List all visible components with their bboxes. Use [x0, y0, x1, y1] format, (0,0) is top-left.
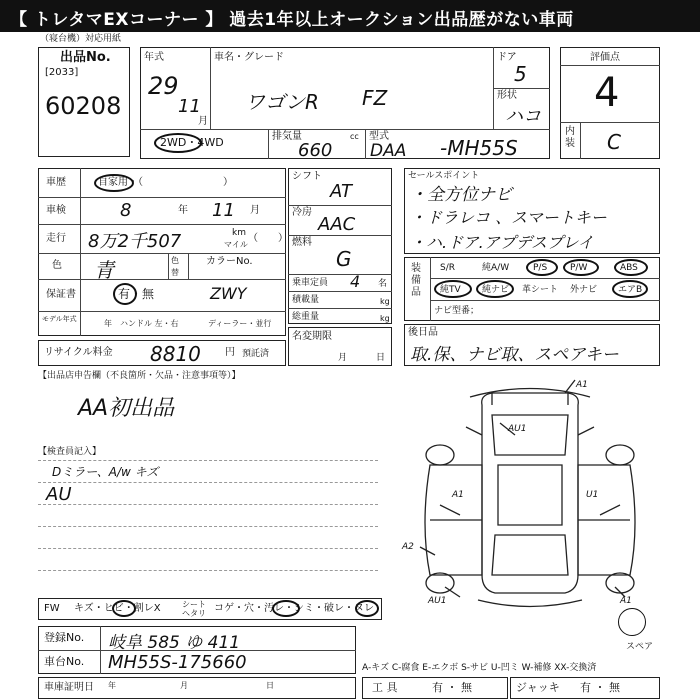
type-value: -MH55S	[440, 136, 518, 160]
lot-code: [2033]	[45, 67, 79, 78]
equip-ps: P/S	[533, 263, 548, 273]
doors-label: ドア	[497, 52, 517, 63]
sales-point-2: ・ドラレコ 、スマートキー	[410, 208, 607, 227]
displacement-label: 排気量	[272, 131, 302, 142]
equip-tv: 純TV	[440, 285, 461, 295]
shape-label: 形状	[497, 90, 517, 101]
equip-abs: ABS	[620, 263, 638, 273]
year-value: 29	[148, 72, 179, 100]
year-month: 11	[178, 96, 201, 117]
registration-label: 登録No.	[44, 631, 85, 644]
load-label: 積載量	[292, 295, 320, 305]
recycle-unit: 円	[225, 347, 235, 358]
rear-items-value: 取.保、ナビ取、スペアキー	[410, 345, 619, 365]
chassis-label: 車台No.	[44, 655, 85, 668]
change-date-label: 名変期限	[292, 331, 332, 342]
recycle-value: 8810	[150, 342, 201, 366]
handle: ハンドル 左・右	[120, 319, 179, 328]
spare-tire-icon	[618, 608, 646, 636]
fuel-label: 燃料	[292, 237, 312, 248]
diagram-mark-4: U1	[586, 490, 599, 500]
top-note: （寝台機）対応用紙	[40, 34, 122, 44]
mileage-mile: マイル	[224, 240, 248, 249]
inspector-label: 【検査員記入】	[38, 447, 102, 457]
cert-label: 車庫証明日	[44, 682, 94, 693]
model-year-unit: 年	[104, 319, 112, 328]
displacement-value: 660	[298, 140, 333, 161]
mileage-paren: （ ）	[248, 233, 288, 244]
equip-pw: P/W	[570, 263, 588, 273]
doors-value: 5	[514, 62, 527, 86]
aircon-label: 冷房	[292, 207, 312, 218]
displacement-unit: cc	[350, 132, 359, 141]
rear-items-label: 後日品	[408, 327, 438, 338]
recycle-label: リサイクル料金	[44, 347, 113, 358]
history-value: 自家用・（ ）	[98, 177, 233, 188]
equip-airbag: エアB	[618, 285, 643, 295]
equipment-label: 装備品	[411, 263, 421, 298]
drive-options: 2WD・4WD	[160, 136, 224, 149]
tools-value: 有 ・ 無	[432, 681, 472, 694]
tools-label: 工 具	[372, 681, 398, 694]
diagram-mark-3: A1	[452, 490, 464, 500]
car-damage-diagram	[400, 375, 660, 610]
fw-yogore-circle	[272, 600, 300, 617]
year-suffix: 月	[198, 116, 208, 127]
grade-score: 4	[594, 70, 620, 116]
diagram-mark-1: A1	[576, 380, 588, 390]
shift-value: AT	[330, 181, 352, 202]
fw-items: キズ・ヒビ・割レX	[74, 603, 161, 614]
shift-label: シフト	[292, 171, 322, 182]
type-prefix: DAA	[370, 141, 407, 161]
color-change-label: 色替	[171, 256, 179, 277]
chassis-value: MH55S-175660	[108, 652, 247, 673]
grade-label: 評価点	[590, 52, 620, 63]
cert-day: 日	[266, 681, 274, 690]
equip-navi: 純ナビ	[482, 285, 510, 295]
diagram-mark-6: AU1	[428, 596, 447, 606]
color-value: 青	[94, 258, 114, 282]
inspection-month-unit: 月	[250, 205, 260, 216]
navi-model-label: ナビ型番；	[434, 306, 480, 316]
sales-points-label: セールスポイント	[408, 171, 480, 181]
sales-point-1: ・全方位ナビ	[410, 185, 512, 205]
color-code-label: カラーNo.	[206, 256, 253, 267]
jack-label: ジャッキ	[516, 681, 560, 694]
year-label: 年式	[144, 52, 164, 63]
seller-report-label: 【出品店申告欄（不良箇所・欠品・注意事項等）】	[38, 371, 241, 381]
color-label: 色	[52, 260, 62, 271]
model-year-label: モデル年式	[42, 315, 77, 323]
aircon-value: AAC	[318, 214, 356, 235]
fw-others: コゲ・穴・汚レ・シミ・破レ・ヌレ	[214, 603, 374, 614]
mileage-km: km	[232, 228, 246, 238]
shape-value: ハコ	[505, 106, 541, 127]
spare-label: スペア	[626, 642, 654, 652]
color-code: ZWY	[210, 284, 247, 303]
fuel-value: G	[336, 247, 352, 271]
model-grade: FZ	[362, 86, 388, 110]
inspector-line-1: Dミラー、A/w キズ	[52, 465, 159, 479]
inspection-month: 11	[212, 200, 235, 221]
warranty-label: 保証書	[46, 289, 76, 300]
load-unit: kg	[380, 297, 390, 306]
diagram-mark-7: A1	[620, 596, 632, 606]
model-name: ワゴンR	[245, 90, 319, 114]
diagram-mark-2: AU1	[508, 424, 527, 434]
interior-value: C	[607, 130, 621, 154]
diagram-mark-5: A2	[402, 542, 414, 552]
lot-label: 出品No.	[60, 50, 111, 65]
inspection-label: 車検	[46, 205, 66, 216]
mileage-value: 8万2千507	[88, 231, 182, 252]
jack-value: 有 ・ 無	[580, 681, 620, 694]
inspector-line-2: AU	[46, 484, 72, 505]
fw-nure-circle	[355, 600, 379, 617]
title-banner-text: 【 トレタマEXコーナー 】 過去1年以上オークション出品歴がない車両	[10, 10, 574, 30]
fw-label: FW	[44, 603, 60, 614]
lot-number: 60208	[45, 92, 122, 120]
type-label: 型式	[369, 131, 389, 142]
seller-report-text: AA初出品	[78, 396, 175, 421]
recycle-deposit: 預託済	[242, 349, 270, 359]
mileage-label: 走行	[46, 233, 66, 244]
equip-extnavi: 外ナビ	[570, 285, 598, 295]
dealer: ディーラー・並行	[208, 319, 272, 328]
cert-month: 月	[180, 681, 188, 690]
equip-aw: 純A/W	[482, 263, 510, 273]
damage-legend: A-キズ C-腐食 E-エクボ S-サビ U-凹ミ W-補修 XX-交換済	[362, 663, 597, 673]
history-label: 車歴	[46, 177, 66, 188]
model-label: 車名・グレード	[214, 52, 284, 63]
inspection-year: 8	[120, 200, 132, 221]
equip-leather: 革シート	[522, 285, 559, 295]
equip-sr: S/R	[440, 263, 455, 273]
registration-value: 岐阜 585 ゆ 411	[108, 633, 241, 653]
change-date-month: 月	[338, 353, 348, 363]
gross-unit: kg	[380, 314, 390, 323]
gross-label: 総重量	[292, 312, 320, 322]
capacity-value: 4	[350, 272, 361, 291]
warranty-options: 有・無	[118, 287, 155, 301]
fw-seat-label: シートヘタリ	[182, 600, 206, 618]
inspection-year-unit: 年	[178, 205, 188, 216]
interior-label: 内装	[565, 126, 575, 149]
cert-year: 年	[108, 681, 116, 690]
capacity-label: 乗車定員	[292, 278, 329, 288]
fw-hibi-circle	[112, 600, 136, 617]
change-date-day: 日	[376, 353, 386, 363]
sales-point-3: ・ハ.ドア.アプデスプレイ	[410, 233, 594, 252]
capacity-unit: 名	[378, 279, 388, 289]
